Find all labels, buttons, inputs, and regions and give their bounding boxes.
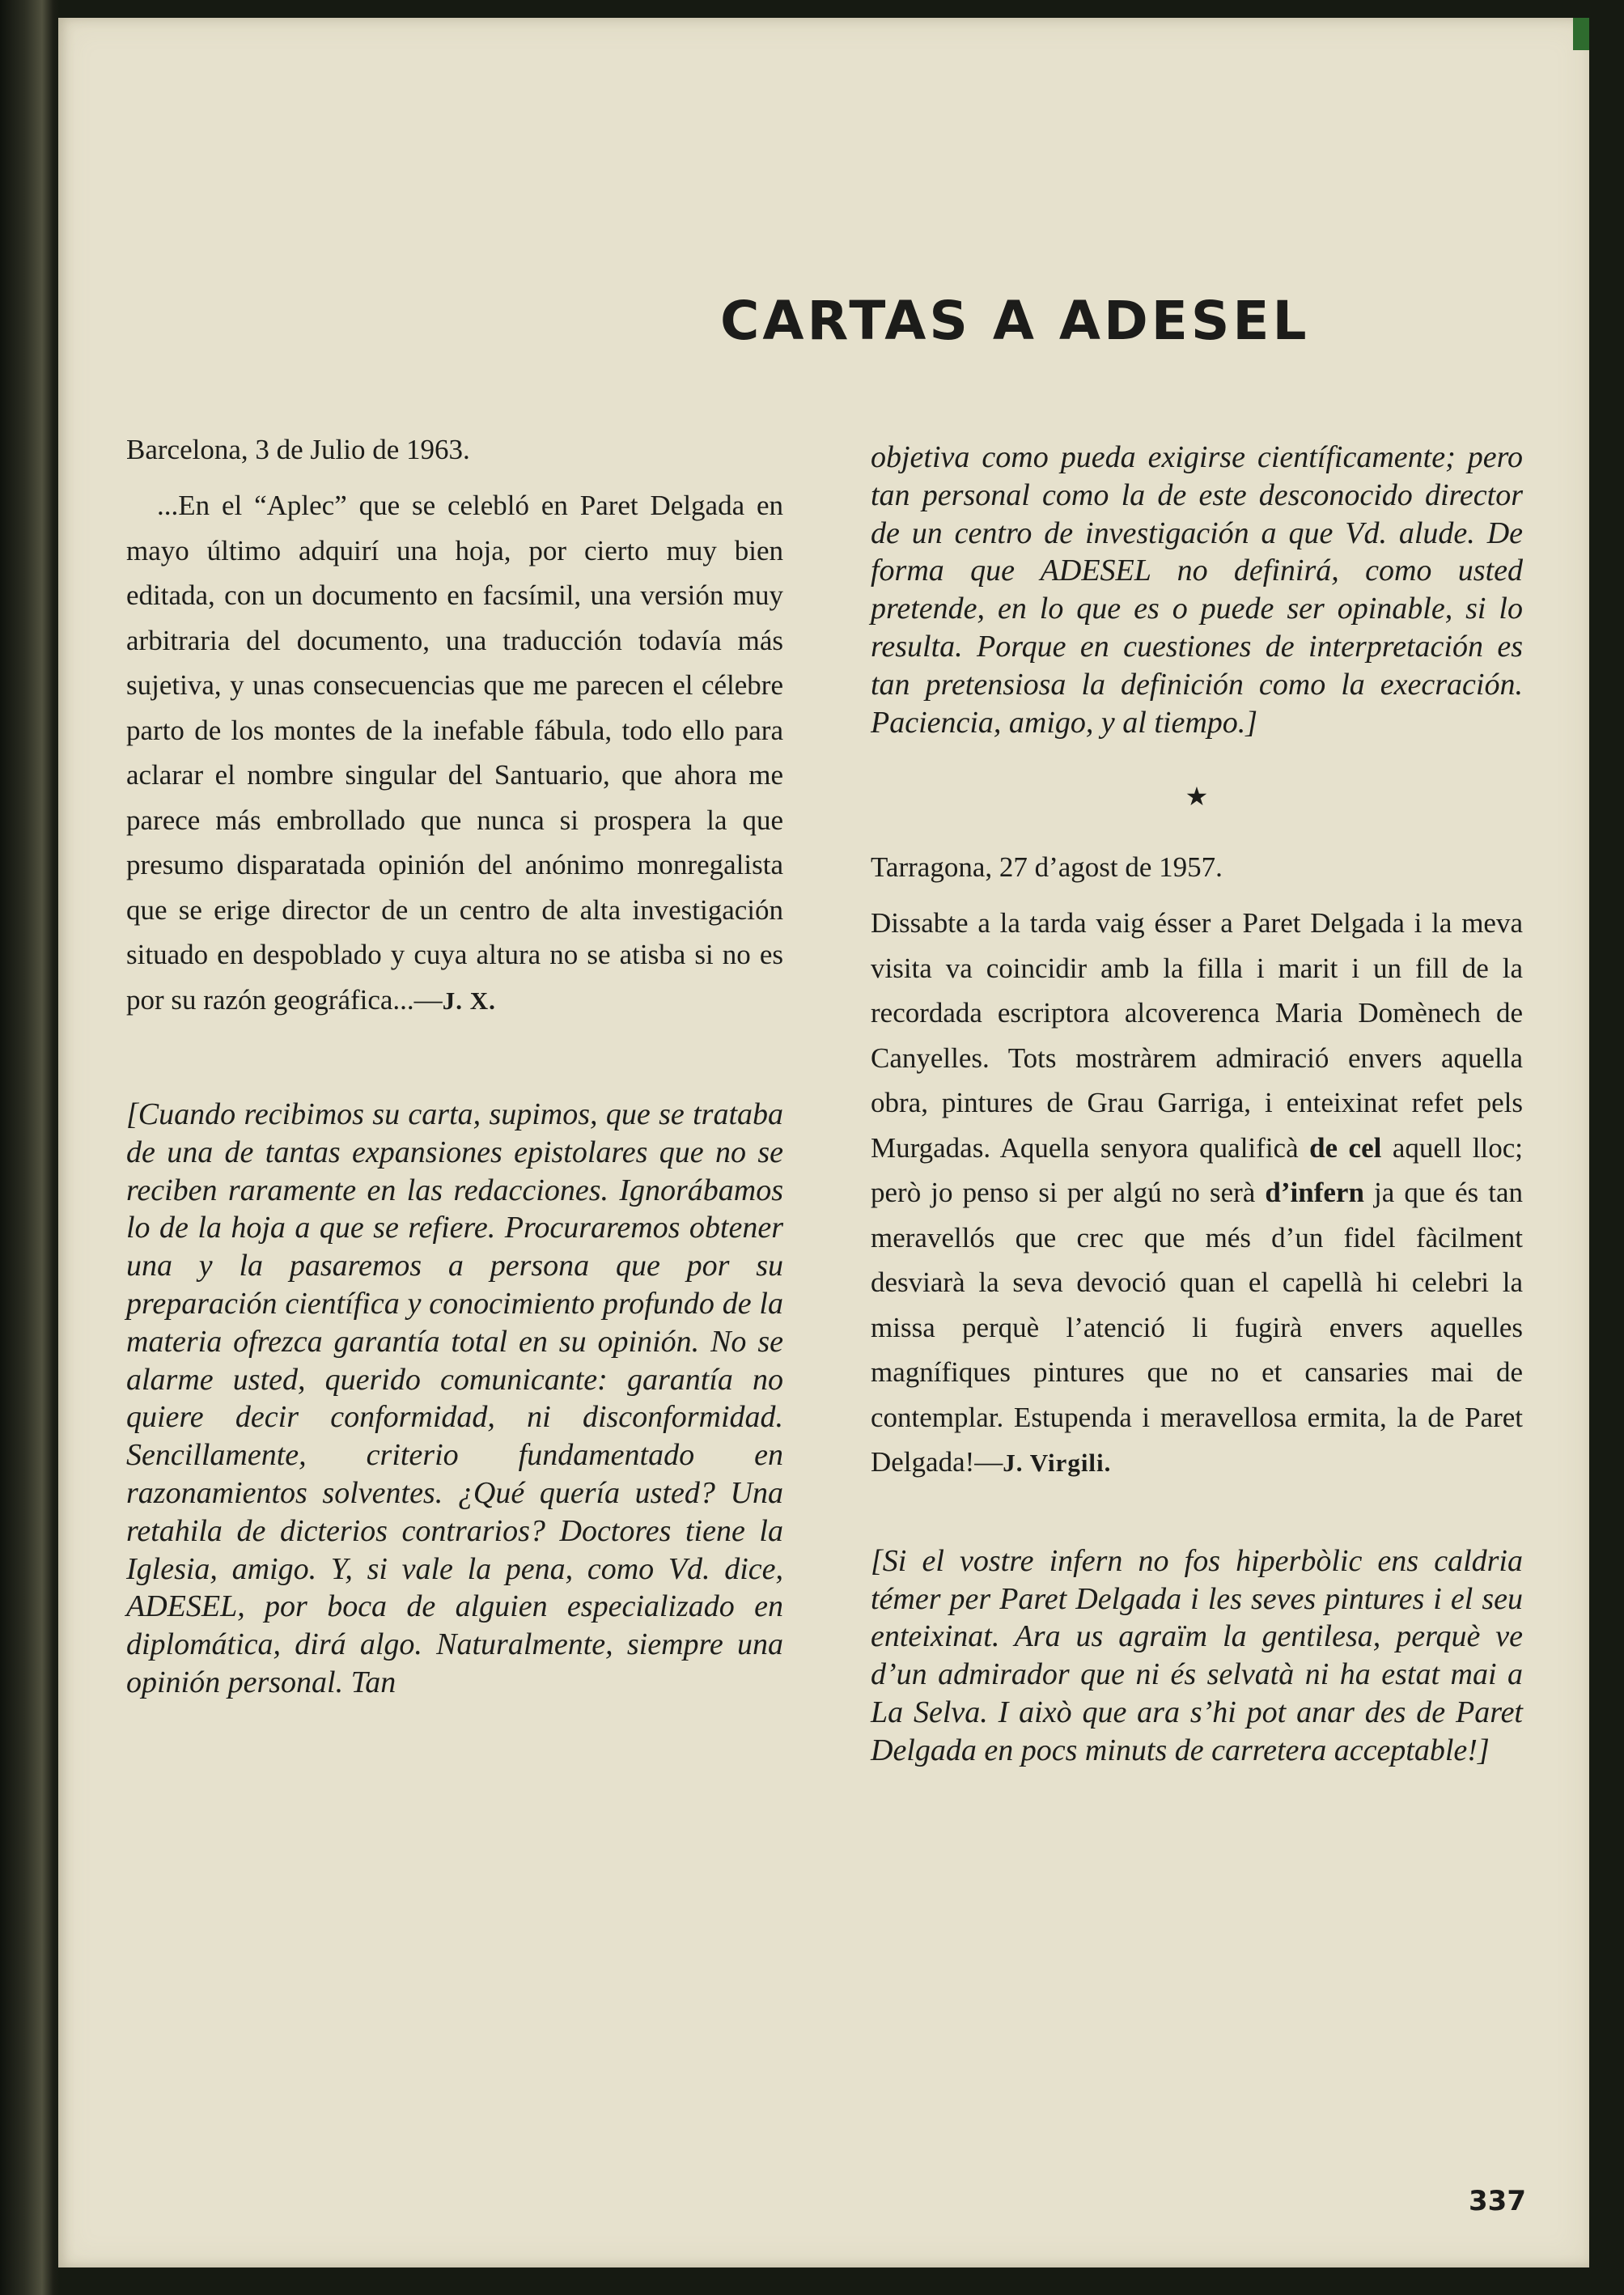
letter-2-editor-reply: [Si el vostre infern no fos hiperbòlic ens caldria témer per Paret Delgada i les seves pintures i el seu enteixinat. Ara us agraïm la gentilesa, perquè ve d’un admirador que ni és selvatà ni ha estat mai a La Selva. I això que ara s’hi pot anar des de Paret Delgada en pocs minuts de carretera acceptable!] [871,1543,1523,1767]
section-separator-star: ★ [1185,782,1209,812]
letter-2-dateline: Tarragona, 27 d’agost de 1957. [871,851,1223,884]
right-column [871,439,1523,1770]
letter-2-text-part-2: aquell lloc; però jo penso si per algú no serà [871,1131,1523,1209]
page-corner-mark [1573,18,1589,50]
letter-1-body [126,483,783,1023]
letter-2-emphasis-cel: de cel [1309,1131,1382,1164]
page-number: 337 [1469,2185,1526,2217]
letter-1-signature: J. X. [442,986,496,1015]
letter-2-signature: J. Virgili. [1003,1449,1112,1478]
letter-1-dateline: Barcelona, 3 de Julio de 1963. [126,434,470,465]
letter-1-text: ...En el “Aplec” que se celebló en Paret Delgada en mayo último adquirí una hoja, por cierto muy bien editada, con un documento en facsímil, una versión muy arbitraria del documento, una traducción todavía más sujetiva, y unas consecuencias que me parecen el célebre parto de los montes de la inefable fábula, todo ello para aclarar el nombre singular del Santuario, que ahora me parece más embrollado que nunca si prospera la que presumo disparatada opinión del anónimo monregalista que se erige director de un centro de alta investigación situado en despoblado y cuya altura no se atisba si no es por su razón geográfica...— [126,490,783,1016]
letter-2-emphasis-infern: d’infern [1265,1177,1364,1209]
letter-1-editor-reply-continued: objetiva como pueda exigirse científicamente; pero tan personal como la de este desconocido director de un centro de investigación a que Vd. alude. De forma que ADESEL no definirá, como usted pretende, en lo que es o puede ser opinable, si lo resulta. Porque en cuestiones de interpretación es tan pretensiosa la definición como la execración. Paciencia, amigo, y al tiempo.] [871,440,1523,740]
page-title: CARTAS A ADESEL [720,290,1310,352]
letter-1-editor-reply: [Cuando recibimos su carta, supimos, que se trataba de una de tantas expansiones epistolares que no se reciben raramente en las redacciones. Ignorábamos lo de la hoja a que se refiere. Procuraremos obtener una y la pasaremos a persona que por su preparación científica y conocimiento profundo de la materia ofrezca garantía total en su opinión. No se alarme usted, querido comunicante: garantía no quiere decir conformidad, ni disconformidad. Sencillamente, criterio fundamentado en razonamientos solventes. ¿Qué quería usted? Una retahila de dicterios contrarios? Doctores tiene la Iglesia, amigo. Y, si vale la pena, como Vd. dice, ADESEL, por boca de alguien especializado en diplomática, dirá algo. Naturalmente, siempre una opinión personal. Tan [126,1097,783,1699]
left-column [126,427,783,1702]
letter-2-body [871,901,1523,1486]
letter-2-text-part-1: Dissabte a la tarda vaig ésser a Paret Delgada i la meva visita va coincidir amb la filla i marit i un fill de la recordada escriptora alcoverenca Maria Domènech de Canyelles. Tots mostràrem admiració envers aquella obra, pintures de Grau Garriga, i enteixinat refet pels Murgadas. Aquella senyora qualificà [871,907,1523,1164]
letter-2-text-part-3: ja que és tan meravellós que crec que més d’un fidel fàcilment desviarà la seva devoció quan el capellà hi celebri la missa perquè l’atenció li fugirà envers aquelles magnífiques pintures que no et cansaries mai de contemplar. Estupenda i meravellosa ermita, la de Paret Delgada!— [871,1177,1523,1478]
